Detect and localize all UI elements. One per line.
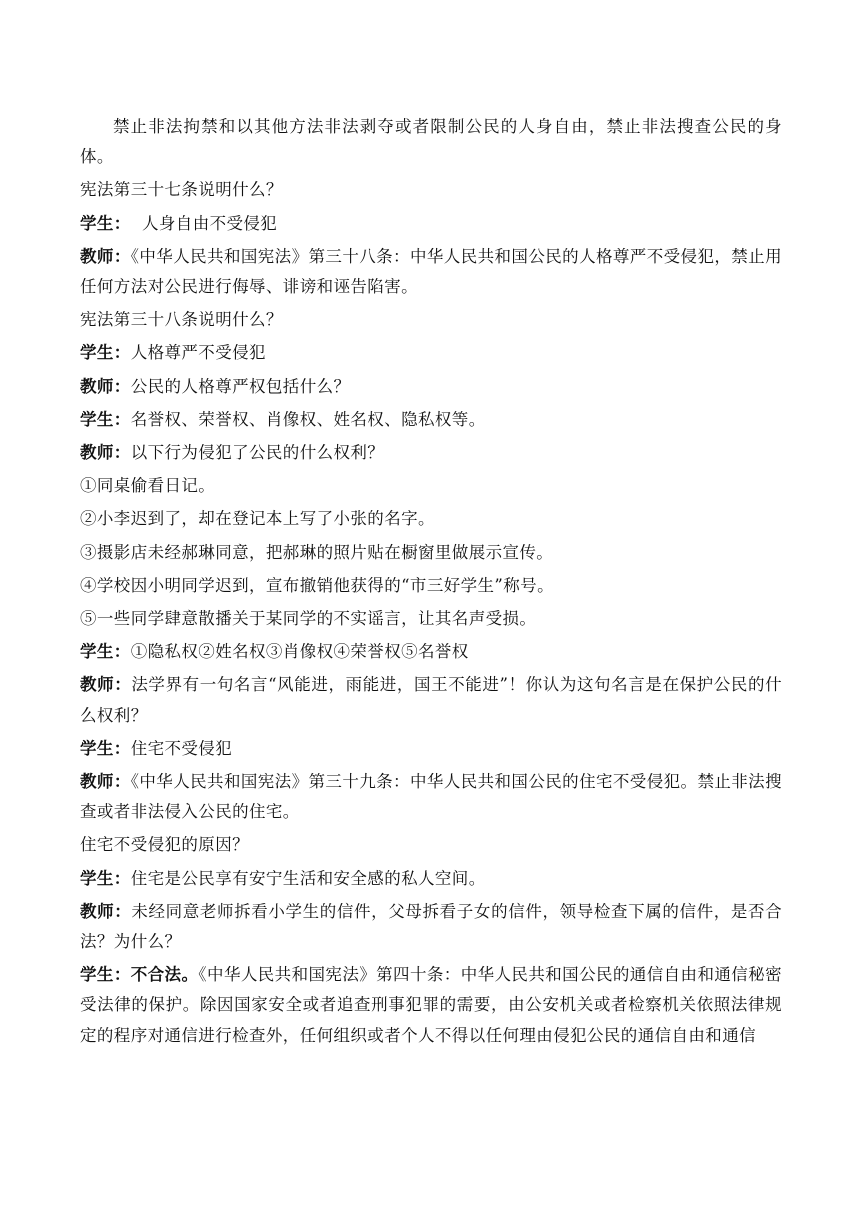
paragraph-text: 住宅不受侵犯的原因？ [80,835,249,855]
paragraph-text: 人身自由不受侵犯 [130,213,278,233]
paragraph-text: 《中华人民共和国宪法》第三十九条：中华人民共和国公民的住宅不受侵犯。禁止非法搜查或者非法侵入公民的住宅。 [80,772,782,822]
list-item-text: ②小李迟到了，却在登记本上写了小张的名字。 [80,509,435,529]
speaker-label: 教师： [80,772,131,792]
speaker-label: 学生： [80,343,131,363]
speaker-label: 教师： [80,246,131,266]
paragraph [80,767,782,827]
list-item [80,571,782,601]
speaker-label: 学生： [80,738,131,758]
speaker-label: 教师： [80,901,132,921]
paragraph [80,637,782,667]
speaker-label: 学生： [80,213,131,233]
paragraph [80,670,782,730]
paragraph-text: 法学界有一句名言“风能进，雨能进，国王不能进”！你认为这句名言是在保护公民的什么权利？ [80,675,782,725]
list-item-text: ①同桌偷看日记。 [80,476,216,496]
paragraph-text: 《中华人民共和国宪法》第三十八条：中华人民共和国公民的人格尊严不受侵犯，禁止用任何方法对公民进行侮辱、诽谤和诬告陷害。 [80,246,782,297]
list-item [80,471,782,501]
list-item-text: ④学校因小明同学迟到，宣布撤销他获得的“市三好学生”称号。 [80,575,554,595]
paragraph-text: 《中华人民共和国宪法》第四十条：中华人民共和国公民的通信自由和通信秘密受法律的保护。除因国家安全或者追查刑事犯罪的需要，由公安机关或者检察机关依照法律规定的程序对通信进行检查外，任何组织或者个人不得以任何理由侵犯公民的通信自由和通信 [80,965,782,1045]
paragraph [80,438,782,468]
paragraph-text: 人格尊严不受侵犯 [130,343,266,363]
speaker-label: 学生：不合法。 [80,965,199,985]
speaker-label: 教师： [80,675,132,695]
paragraph [80,864,782,894]
paragraph-text: 未经同意老师拆看小学生的信件，父母拆看子女的信件，领导检查下属的信件，是否合法？为什么？ [80,901,783,952]
paragraph [80,897,782,957]
paragraph-text: 名誉权、荣誉权、肖像权、姓名权、隐私权等。 [130,409,486,429]
paragraph-text: 禁止非法拘禁和以其他方法非法剥夺或者限制公民的人身自由，禁止非法搜查公民的身体。 [80,117,782,167]
paragraph [80,405,782,435]
list-item [80,538,782,568]
paragraph [80,338,782,368]
paragraph [80,960,782,1051]
list-item-text: ⑤一些同学肆意散播关于某同学的不实谣言，让其名声受损。 [80,609,537,629]
speaker-label: 学生： [80,868,131,888]
list-item [80,504,782,534]
paragraph [80,112,782,172]
list-item-text: ③摄影店未经郝琳同意，把郝琳的照片贴在橱窗里做展示宣传。 [80,542,554,562]
paragraph-text: 宪法第三十八条说明什么？ [80,310,283,330]
speaker-label: 教师： [80,376,131,396]
speaker-label: 学生： [80,409,131,429]
paragraph [80,175,782,205]
paragraph [80,830,782,860]
paragraph [80,209,782,239]
speaker-label: 教师： [80,443,131,463]
paragraph-text: 宪法第三十七条说明什么？ [80,180,283,200]
paragraph-text: 公民的人格尊严权包括什么？ [130,376,351,396]
speaker-label: 学生： [80,642,131,662]
paragraph [80,734,782,764]
list-item [80,604,782,634]
document-body [80,112,782,1054]
paragraph-text: 以下行为侵犯了公民的什么权利？ [130,443,385,463]
paragraph-text: 住宅是公民享有安宁生活和安全感的私人空间。 [130,868,486,888]
paragraph-text: 住宅不受侵犯 [130,738,233,758]
paragraph [80,372,782,402]
paragraph [80,305,782,335]
paragraph-text: ①隐私权②姓名权③肖像权④荣誉权⑤名誉权 [130,642,469,662]
paragraph [80,242,782,302]
